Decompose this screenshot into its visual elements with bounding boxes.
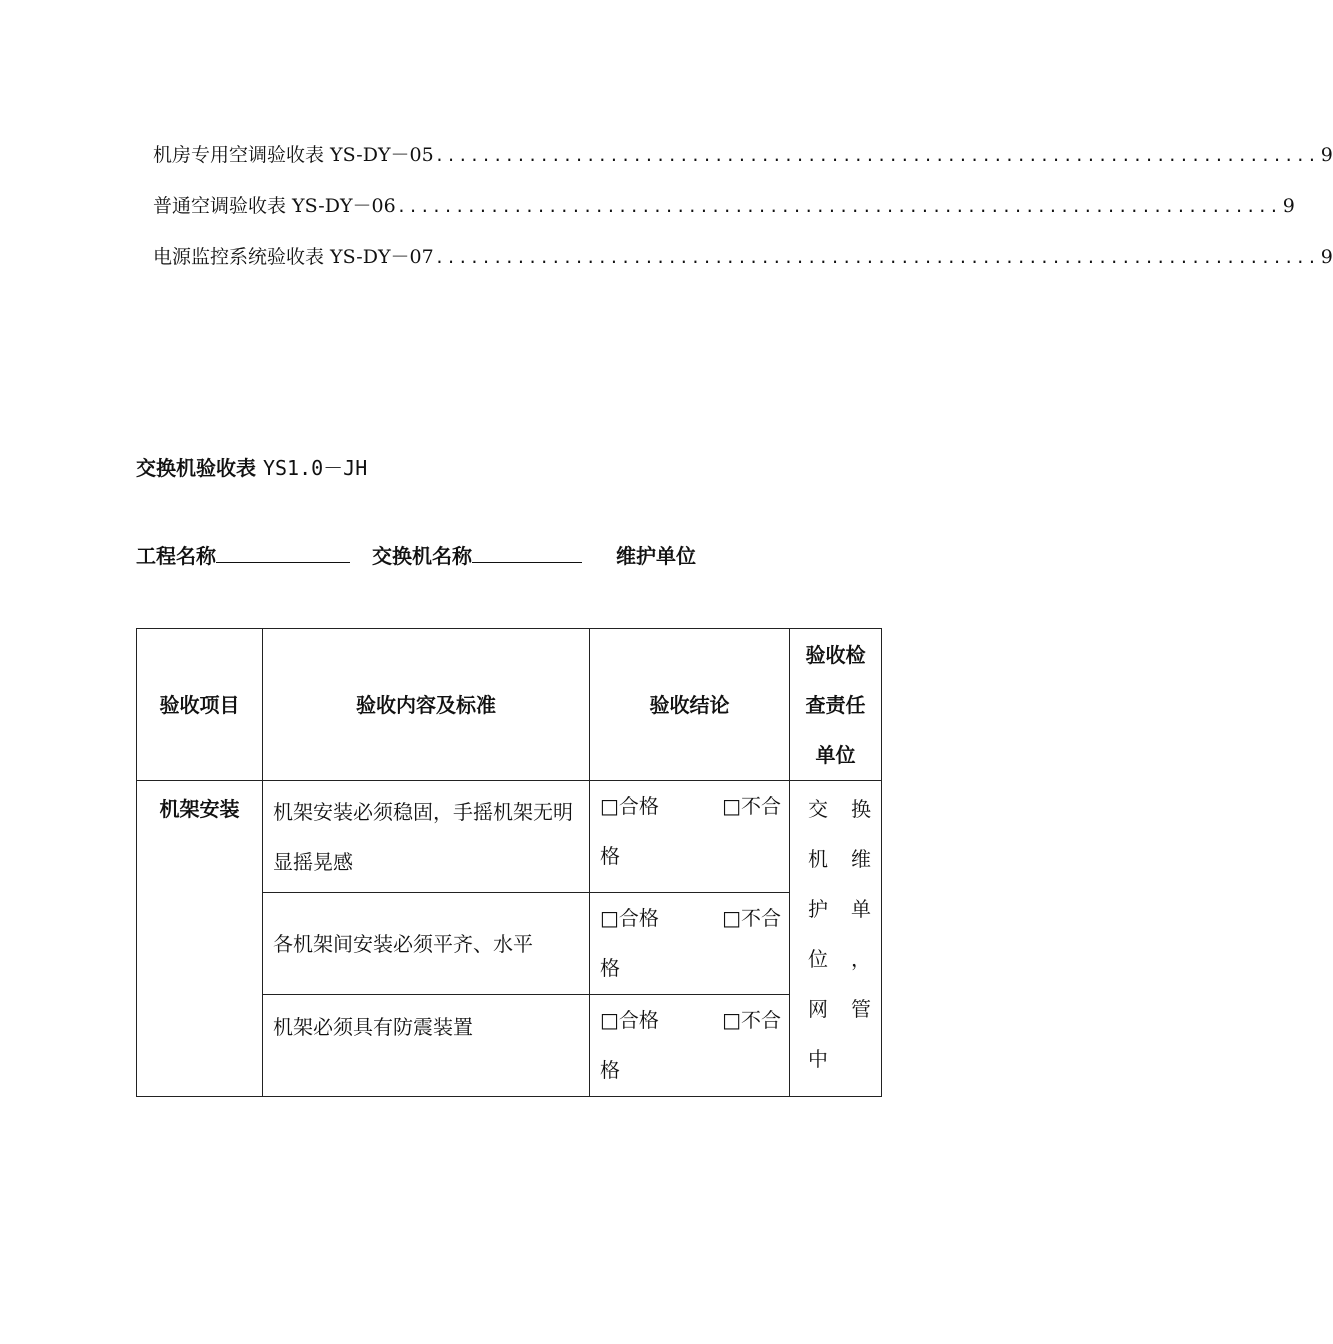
toc-entry[interactable] xyxy=(153,140,1333,191)
toc-entry[interactable] xyxy=(153,191,1295,242)
project-name-field[interactable] xyxy=(216,542,350,563)
toc-leader-dots: ............................................................................ xyxy=(434,248,1319,267)
responsible-line: 中 xyxy=(808,1047,830,1071)
fail-checkbox[interactable]: □不合 xyxy=(722,906,781,930)
header-responsible-line: 查责任 xyxy=(805,692,866,717)
responsible-line: 交换 xyxy=(808,797,873,821)
table-row xyxy=(137,781,882,893)
responsible-line: 机维 xyxy=(808,847,873,871)
responsible-line: 位， xyxy=(808,947,873,971)
item-name: 机架安装 xyxy=(137,781,263,1097)
fail-label-cont: 格 xyxy=(600,1058,620,1082)
toc-entry-title: 机房专用空调验收表 YS-DY－05 xyxy=(153,144,434,166)
content-cell: 各机架间安装必须平齐、水平 xyxy=(263,893,590,995)
project-name-label: 工程名称 xyxy=(136,544,216,568)
toc-entry-page: 9 xyxy=(1320,246,1333,268)
result-cell xyxy=(590,893,790,995)
table-of-contents xyxy=(153,140,1333,293)
toc-entry-title: 电源监控系统验收表 YS-DY－07 xyxy=(153,246,434,268)
acceptance-table xyxy=(136,628,882,1097)
switch-name-field[interactable] xyxy=(472,542,582,563)
toc-entry-page: 9 xyxy=(1320,144,1333,166)
header-responsible-line: 单位 xyxy=(815,742,856,767)
content-cell: 机架必须具有防震装置 xyxy=(263,995,590,1097)
responsible-line: 网管 xyxy=(808,997,873,1021)
toc-entry-title: 普通空调验收表 YS-DY－06 xyxy=(153,195,396,217)
table-header-row xyxy=(137,629,882,781)
toc-entry[interactable] xyxy=(153,242,1333,293)
responsible-unit xyxy=(790,781,882,1097)
pass-checkbox[interactable]: □合格 xyxy=(600,1008,659,1032)
form-info-line xyxy=(136,540,696,569)
header-responsible xyxy=(790,629,882,781)
content-cell: 机架安装必须稳固，手摇机架无明显摇晃感 xyxy=(263,781,590,893)
fail-label-cont: 格 xyxy=(600,844,620,868)
form-title-code: YS1.0－JH xyxy=(262,456,368,480)
result-cell xyxy=(590,995,790,1097)
fail-checkbox[interactable]: □不合 xyxy=(722,794,781,818)
header-item: 验收项目 xyxy=(137,629,263,781)
header-result: 验收结论 xyxy=(590,629,790,781)
responsible-line: 护单 xyxy=(808,897,873,921)
header-content: 验收内容及标准 xyxy=(263,629,590,781)
fail-label-cont: 格 xyxy=(600,956,620,980)
toc-leader-dots: ............................................................................ xyxy=(434,146,1319,165)
maintenance-unit-label: 维护单位 xyxy=(616,544,696,568)
toc-entry-page: 9 xyxy=(1282,195,1295,217)
pass-checkbox[interactable]: □合格 xyxy=(600,794,659,818)
result-cell xyxy=(590,781,790,893)
toc-leader-dots: ............................................................................ xyxy=(396,197,1281,216)
form-title xyxy=(136,452,367,481)
switch-name-label: 交换机名称 xyxy=(372,544,472,568)
pass-checkbox[interactable]: □合格 xyxy=(600,906,659,930)
fail-checkbox[interactable]: □不合 xyxy=(722,1008,781,1032)
header-responsible-line: 验收检 xyxy=(805,642,866,667)
form-title-main: 交换机验收表 xyxy=(136,456,263,480)
